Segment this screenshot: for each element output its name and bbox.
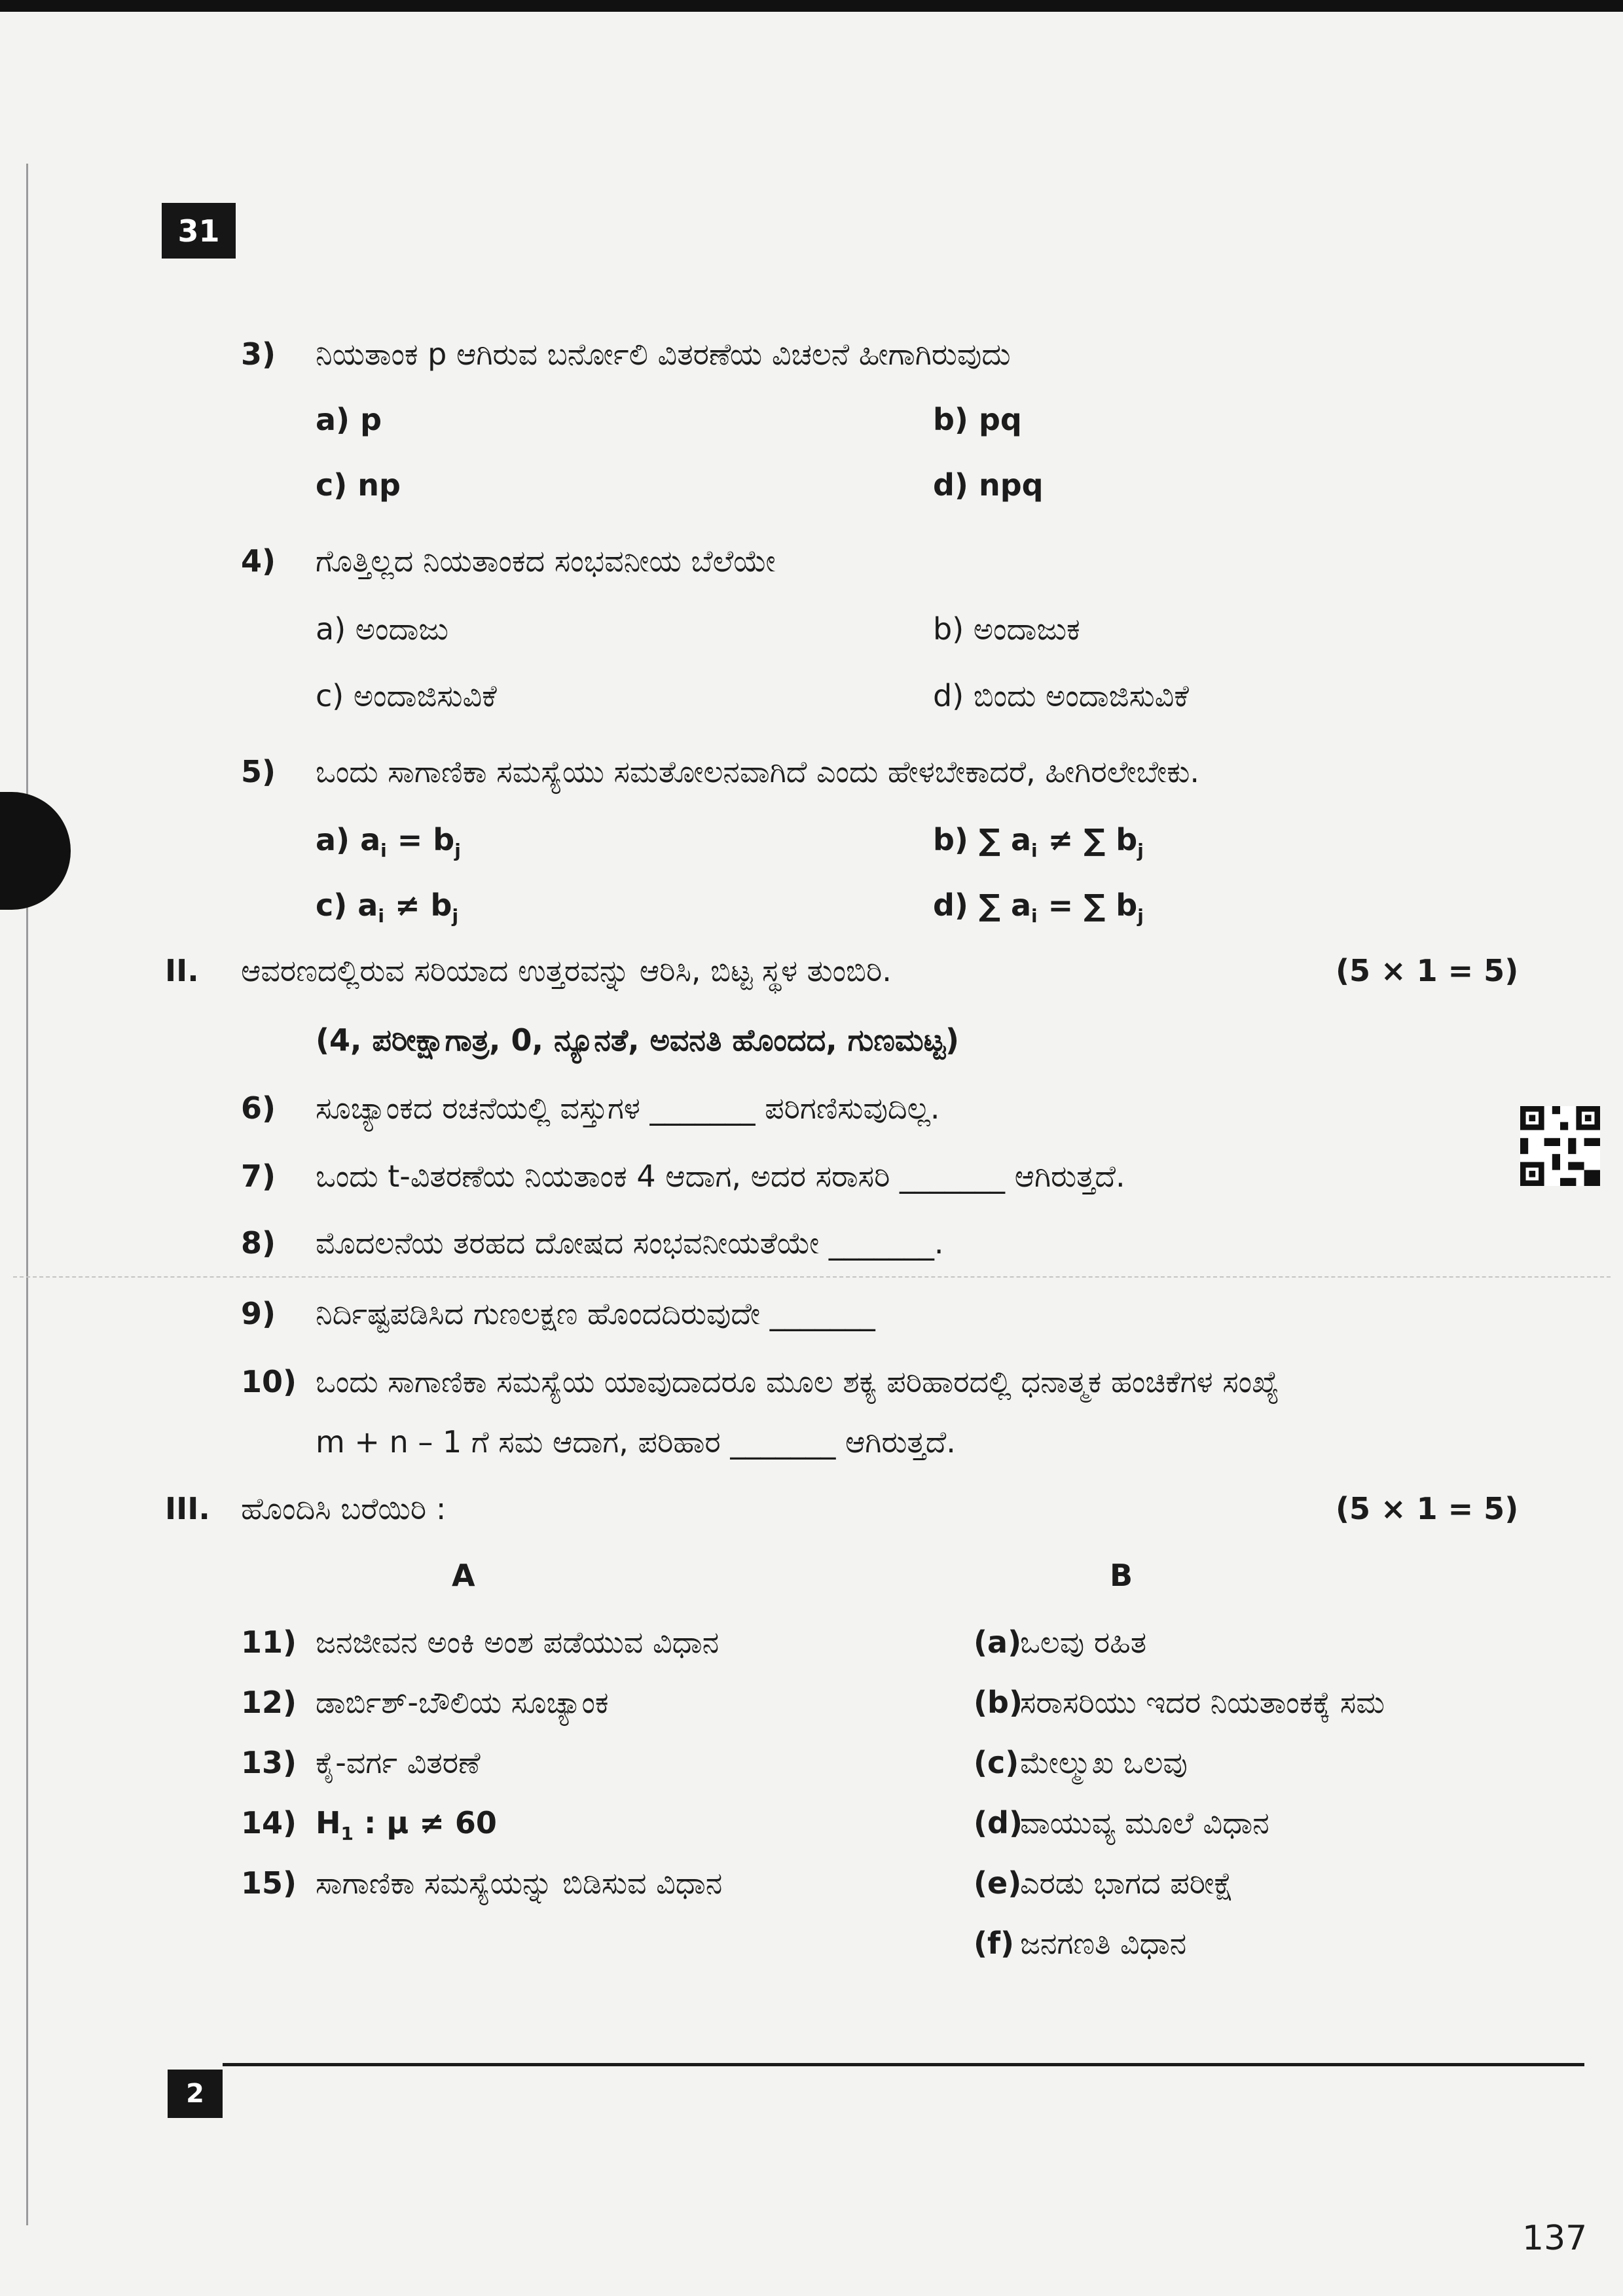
question-paper-code: 31 [162, 203, 236, 259]
section-instruction: ಆವರಣದಲ್ಲಿರುವ ಸರಿಯಾದ ಉತ್ತರವನ್ನು ಆರಿಸಿ, ಬಿಟ್ಟ ಸ್ಥಳ ತುಂಬಿರಿ. [241, 953, 892, 988]
match-label: (f) [974, 1926, 1015, 1961]
option-a: a) $a_i = b_j$ [316, 822, 461, 862]
option-c: c) ಅಂದಾಜಿಸುವಿಕೆ [316, 678, 497, 713]
match-item-a: ಕೈ-ವರ್ಗ ವಿತರಣೆ [316, 1745, 481, 1780]
match-number: 14) [241, 1805, 297, 1840]
column-a-header: A [452, 1558, 475, 1593]
question-text: ಸೂಚ್ಯಾಂಕದ ರಚನೆಯಲ್ಲಿ ವಸ್ತುಗಳ _______ ಪರಿಗಣಿಸುವುದಿಲ್ಲ. [316, 1090, 940, 1126]
match-item-b: ಒಲವು ರಹಿತ [1020, 1624, 1147, 1660]
divider [13, 1276, 1611, 1278]
option-a: a) p [316, 402, 382, 437]
footer-rule [223, 2063, 1584, 2066]
question-number: 10) [241, 1364, 297, 1399]
match-item-a: ಡಾರ್ಬಿಶ್-ಬೌಲಿಯ ಸೂಚ್ಯಾಂಕ [316, 1685, 609, 1720]
match-item-b: ಸರಾಸರಿಯು ಇದರ ನಿಯತಾಂಕಕ್ಕೆ ಸಮ [1020, 1685, 1385, 1720]
match-label: (b) [974, 1685, 1023, 1720]
match-label: (c) [974, 1745, 1019, 1780]
option-b: b) pq [933, 402, 1022, 437]
question-text: ಮೊದಲನೆಯ ತರಹದ ದೋಷದ ಸಂಭವನೀಯತೆಯೇ _______. [316, 1225, 944, 1261]
match-item-b: ಜನಗಣತಿ ವಿಧಾನ [1020, 1926, 1187, 1961]
match-item-b: ಮೇಲ್ಮುಖ ಒಲವು [1020, 1745, 1188, 1780]
match-item-a: ಜನಜೀವನ ಅಂಕಿ ಅಂಶ ಪಡೆಯುವ ವಿಧಾನ [316, 1624, 720, 1660]
section-instruction: ಹೊಂದಿಸಿ ಬರೆಯಿರಿ : [241, 1491, 447, 1526]
question-text: ನಿರ್ದಿಷ್ಟಪಡಿಸಿದ ಗುಣಲಕ್ಷಣ ಹೊಂದದಿರುವುದೇ _______ [316, 1296, 875, 1331]
top-border [0, 0, 1623, 12]
match-number: 15) [241, 1865, 297, 1901]
match-item-a: ಸಾಗಾಣಿಕಾ ಸಮಸ್ಯೆಯನ್ನು ಬಿಡಿಸುವ ವಿಧಾನ [316, 1865, 723, 1901]
match-item-b: ವಾಯುವ್ಯ ಮೂಲೆ ವಿಧಾನ [1020, 1805, 1269, 1840]
match-number: 12) [241, 1685, 297, 1720]
question-number: 7) [241, 1158, 276, 1194]
question-text: ಒಂದು ಸಾಗಾಣಿಕಾ ಸಮಸ್ಯೆಯ ಯಾವುದಾದರೂ ಮೂಲ ಶಕ್ಯ ಪರಿಹಾರದಲ್ಲಿ ಧನಾತ್ಮಕ ಹಂಚಿಕೆಗಳ ಸಂಖ್ಯೆ [316, 1364, 1279, 1399]
question-number: 6) [241, 1090, 276, 1126]
section-numeral: II. [165, 953, 199, 988]
question-text: ಗೊತ್ತಿಲ್ಲದ ನಿಯತಾಂಕದ ಸಂಭವನೀಯ ಬೆಲೆಯೇ [316, 543, 776, 579]
option-a: a) ಅಂದಾಜು [316, 611, 448, 647]
question-text: ಒಂದು t-ವಿತರಣೆಯ ನಿಯತಾಂಕ 4 ಆದಾಗ, ಅದರ ಸರಾಸರಿ _______ ಆಗಿರುತ್ತದೆ. [316, 1158, 1125, 1194]
binding-line [26, 164, 28, 2225]
match-item-a: $H_1$ : μ ≠ 60 [316, 1805, 497, 1845]
page-section-box: 2 [168, 2070, 223, 2118]
match-number: 11) [241, 1624, 297, 1660]
column-b-header: B [1110, 1558, 1133, 1593]
match-number: 13) [241, 1745, 297, 1780]
question-number: 4) [241, 543, 276, 579]
answer-choices: (4, ಪರೀಕ್ಷಾಗಾತ್ರ, 0, ನ್ಯೂನತೆ, ಅವನತಿ ಹೊಂದದ, ಗುಣಮಟ್ಟ) [316, 1022, 960, 1058]
section-numeral: III. [165, 1491, 210, 1526]
question-number: 5) [241, 754, 276, 789]
match-label: (e) [974, 1865, 1022, 1901]
option-d: d) ∑ $a_i$ = ∑ $b_j$ [933, 888, 1144, 927]
option-b: b) ಅಂದಾಜುಕ [933, 611, 1080, 647]
section-marks: (5 × 1 = 5) [1336, 1491, 1519, 1526]
option-d: d) npq [933, 467, 1044, 503]
match-item-b: ಎರಡು ಭಾಗದ ಪರೀಕ್ಷೆ [1020, 1865, 1233, 1901]
question-text-continued: m + n – 1 ಗೆ ಸಮ ಆದಾಗ, ಪರಿಹಾರ _______ ಆಗಿರುತ್ತದೆ. [316, 1424, 956, 1460]
question-number: 8) [241, 1225, 276, 1261]
question-number: 9) [241, 1296, 276, 1331]
option-d: d) ಬಿಂದು ಅಂದಾಜಿಸುವಿಕೆ [933, 678, 1189, 713]
question-text: ನಿಯತಾಂಕ p ಆಗಿರುವ ಬರ್ನೋಲಿ ವಿತರಣೆಯ ವಿಚಲನೆ ಹೀಗಾಗಿರುವುದು [316, 336, 1011, 372]
match-label: (a) [974, 1624, 1022, 1660]
option-c: c) $a_i \ne b_j$ [316, 888, 459, 927]
option-b: b) ∑ $a_i$ ≠ ∑ $b_j$ [933, 822, 1144, 862]
match-label: (d) [974, 1805, 1023, 1840]
qr-code-icon [1520, 1106, 1600, 1186]
page-number: 137 [1522, 2219, 1588, 2258]
option-c: c) np [316, 467, 401, 503]
question-text: ಒಂದು ಸಾಗಾಣಿಕಾ ಸಮಸ್ಯೆಯು ಸಮತೋಲನವಾಗಿದೆ ಎಂದು ಹೇಳಬೇಕಾದರೆ, ಹೀಗಿರಲೇಬೇಕು. [316, 754, 1200, 789]
question-number: 3) [241, 336, 276, 372]
section-marks: (5 × 1 = 5) [1336, 953, 1519, 988]
page-edge-tab [0, 792, 71, 910]
